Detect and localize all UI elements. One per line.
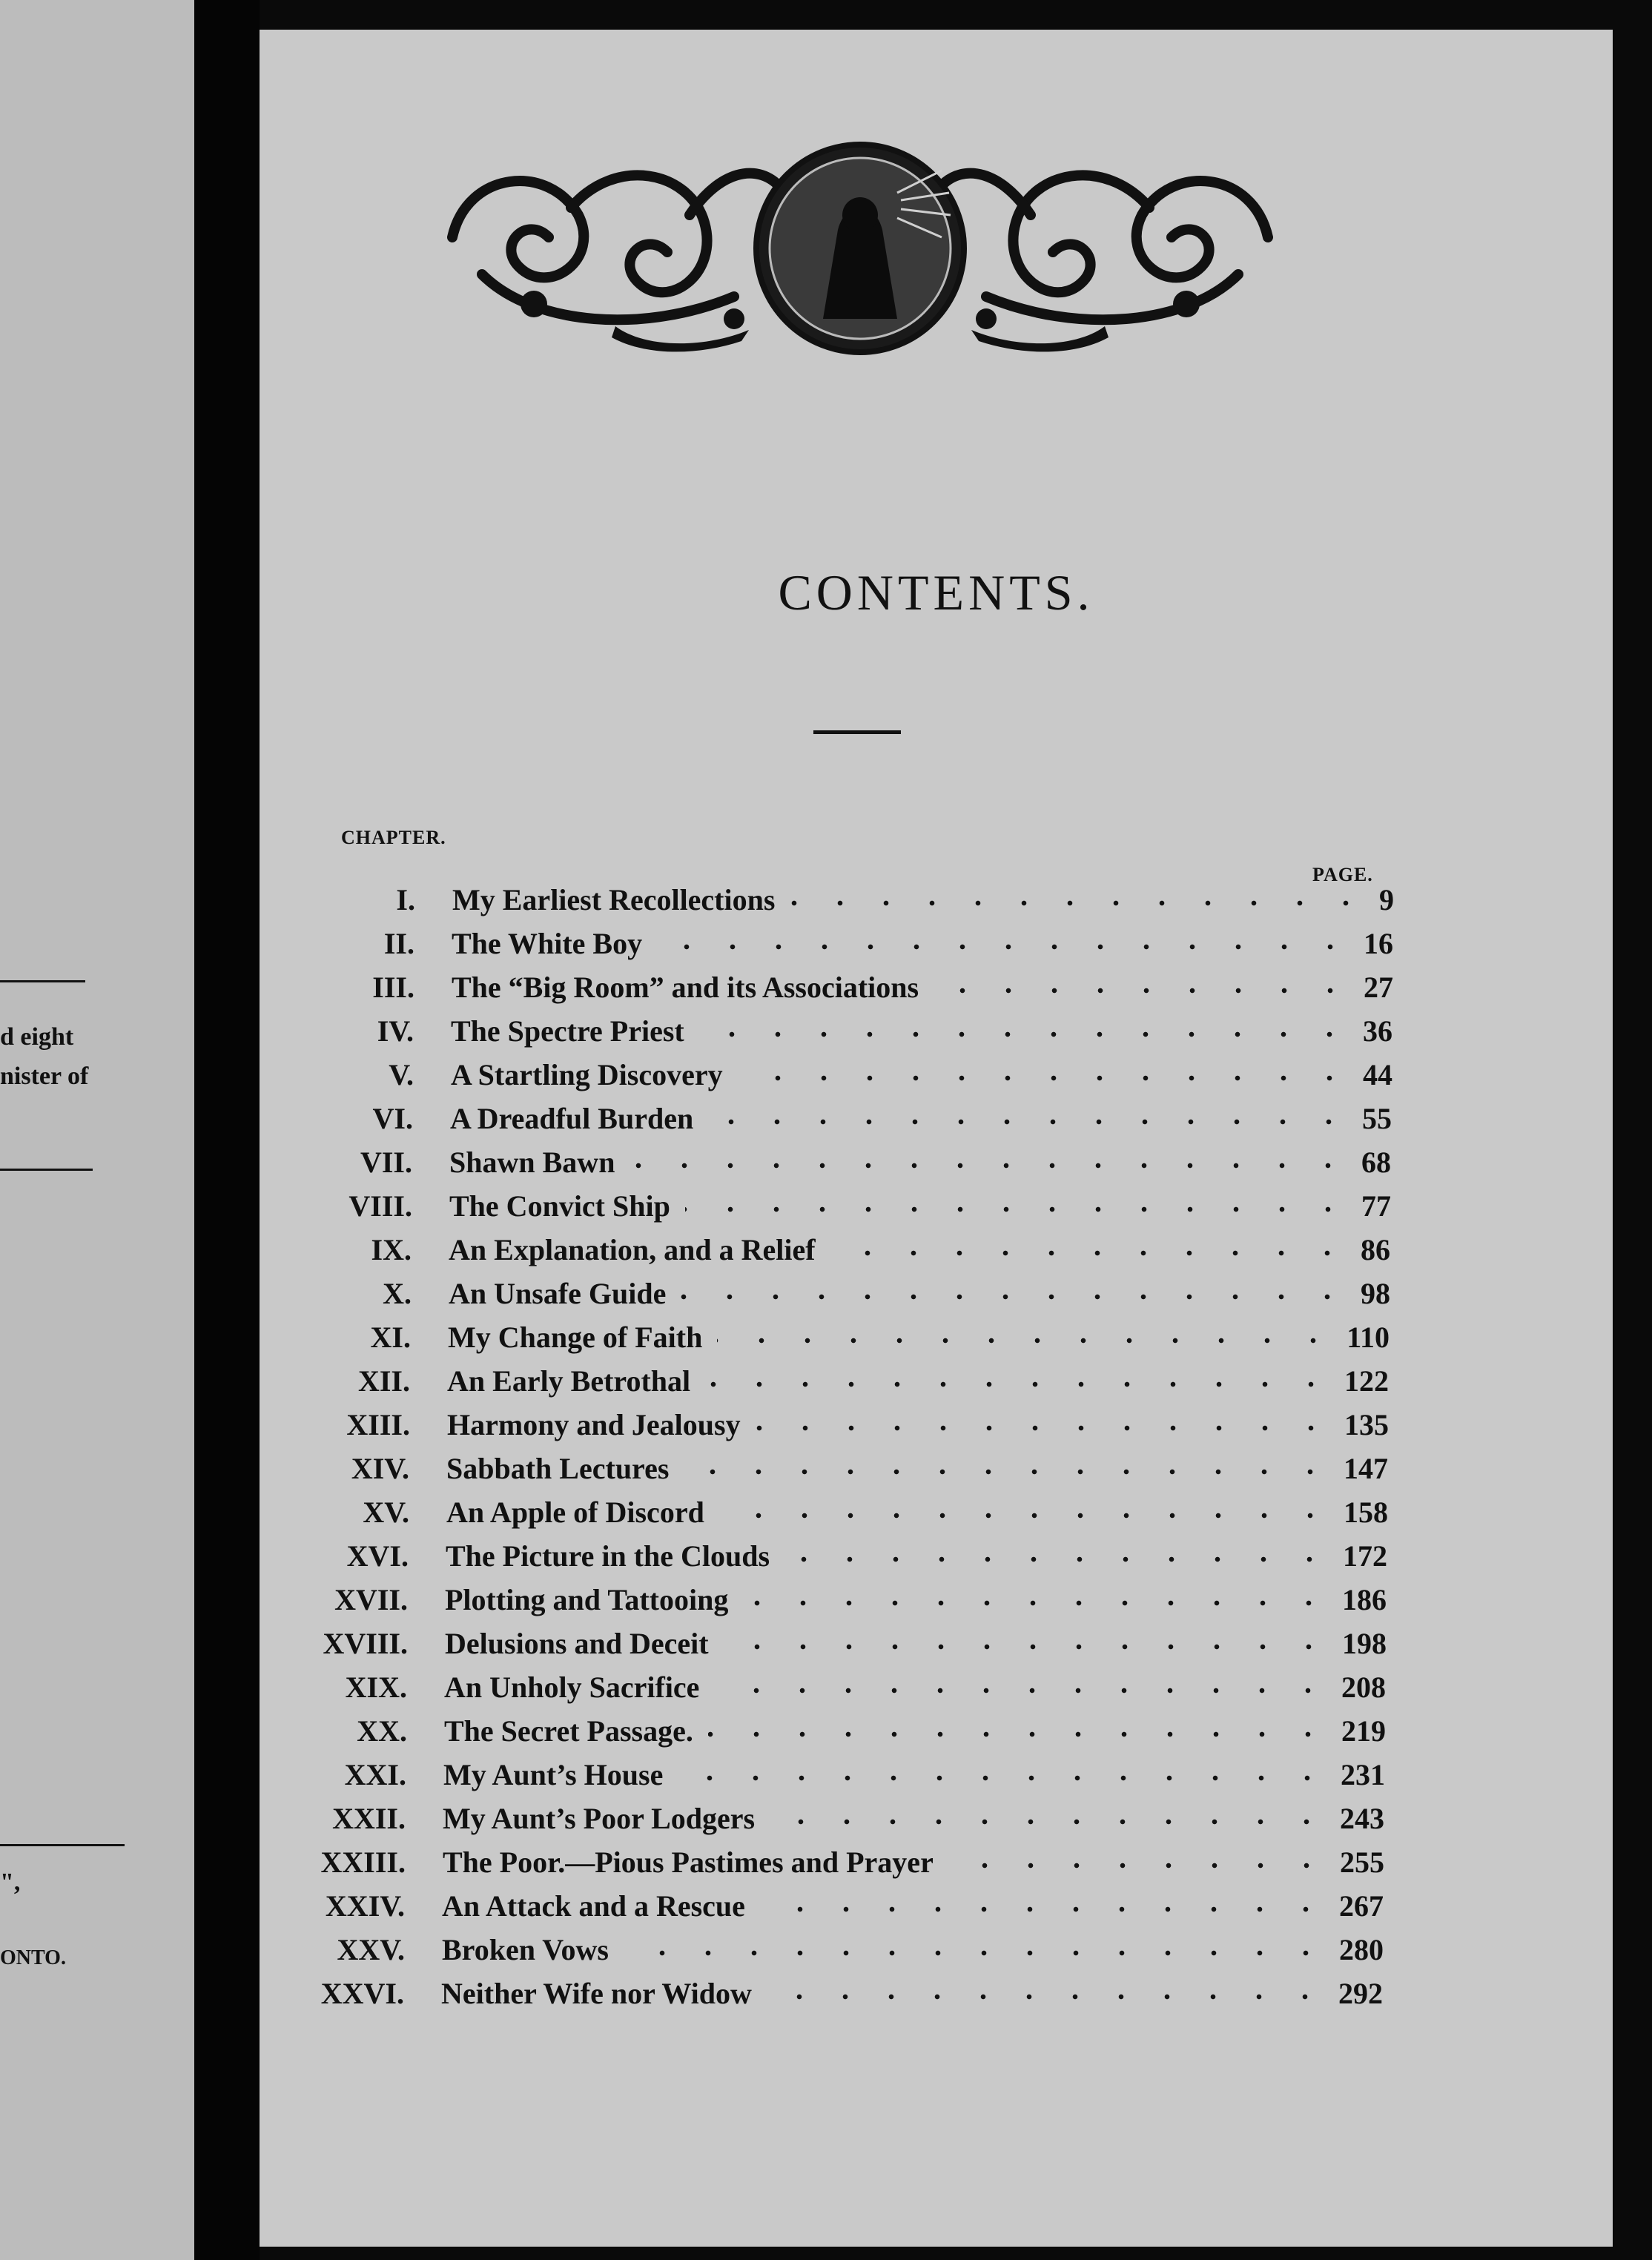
chapter-title: An Attack and a Rescue [442, 1889, 745, 1923]
chapter-number: XXV. [337, 1933, 405, 1966]
chapter-number: IV. [377, 1014, 414, 1048]
leader-dots [714, 1688, 1331, 1694]
page-number: 231 [1341, 1758, 1385, 1791]
leader-dots [708, 1731, 1331, 1737]
left-page-rule [0, 980, 85, 982]
toc-entry [199, 1757, 1385, 1800]
page-number: 292 [1338, 1977, 1383, 2010]
leader-dots [624, 1950, 1329, 1956]
page-number: 158 [1344, 1496, 1388, 1529]
page-number: 55 [1362, 1102, 1392, 1135]
chapter-title: My Aunt’s House [443, 1758, 664, 1791]
contents-page [260, 30, 1613, 2247]
leader-dots [705, 1381, 1334, 1387]
page-number: 16 [1364, 927, 1393, 960]
chapter-title: An Explanation, and a Relief [449, 1233, 816, 1266]
page-number: 110 [1347, 1321, 1390, 1354]
chapter-number: XIV. [351, 1452, 409, 1485]
leader-dots [685, 1206, 1351, 1212]
chapter-title: An Apple of Discord [446, 1496, 704, 1529]
page-column-header: PAGE. [1312, 864, 1373, 885]
left-page-text: d eight [0, 1023, 74, 1051]
toc-entry [205, 1145, 1391, 1188]
leader-dots [681, 1294, 1350, 1300]
leader-dots [756, 1425, 1334, 1431]
page-number: 255 [1340, 1846, 1384, 1879]
toc-entry [200, 1626, 1387, 1669]
toc-entry [205, 1189, 1391, 1232]
page-number: 98 [1361, 1277, 1390, 1310]
leader-dots [948, 1863, 1329, 1869]
page-number: 135 [1344, 1408, 1389, 1441]
toc-entry [202, 1407, 1389, 1450]
page-number: 186 [1342, 1583, 1387, 1616]
chapter-title: Harmony and Jealousy [447, 1408, 741, 1441]
page-number: 122 [1344, 1364, 1389, 1398]
toc-entry [206, 1057, 1392, 1100]
leader-dots [770, 1819, 1329, 1825]
chapter-title: My Change of Faith [448, 1321, 703, 1354]
page-number: 243 [1340, 1802, 1384, 1835]
toc-entry [198, 1801, 1384, 1844]
page-number: 27 [1364, 971, 1393, 1004]
left-page-fragment [0, 0, 194, 2260]
left-page-rule [0, 1844, 125, 1846]
chapter-number: IX. [371, 1233, 412, 1266]
leader-dots [630, 1163, 1351, 1169]
chapter-number: VIII. [348, 1189, 412, 1223]
left-page-text: nister of [0, 1063, 89, 1090]
chapter-number: XVIII. [323, 1627, 408, 1660]
toc-entry [205, 1101, 1392, 1144]
page-number: 267 [1339, 1889, 1384, 1923]
chapter-number: XXII. [332, 1802, 406, 1835]
leader-dots [767, 1994, 1328, 2000]
chapter-title: Sabbath Lectures [446, 1452, 670, 1485]
leader-dots [934, 988, 1353, 994]
chapter-title: An Unsafe Guide [449, 1277, 667, 1310]
chapter-title: The Secret Passage. [444, 1714, 693, 1748]
leader-dots [684, 1469, 1333, 1475]
page-number: 36 [1363, 1014, 1392, 1048]
toc-entry [202, 1495, 1388, 1538]
toc-entry [202, 1364, 1389, 1407]
chapter-title: Broken Vows [442, 1933, 609, 1966]
page-number: 219 [1341, 1714, 1386, 1748]
toc-entry [202, 1451, 1388, 1494]
toc-entry [208, 882, 1394, 925]
chapter-number: XVII. [334, 1583, 408, 1616]
leader-dots [678, 1775, 1330, 1781]
page-number: 280 [1339, 1933, 1384, 1966]
left-page-text: ", [0, 1869, 21, 1896]
chapter-number: X. [383, 1277, 412, 1310]
chapter-number: XXI. [344, 1758, 406, 1791]
page-number: 44 [1363, 1058, 1392, 1091]
page-number: 172 [1343, 1539, 1387, 1573]
leader-dots [743, 1600, 1332, 1606]
toc-entry [197, 1889, 1384, 1932]
toc-entry [199, 1714, 1386, 1757]
page-number: 86 [1361, 1233, 1390, 1266]
chapter-title: The Spectre Priest [451, 1014, 684, 1048]
toc-entry [207, 926, 1393, 969]
chapter-title: An Unholy Sacrifice [444, 1671, 700, 1704]
chapter-title: The “Big Room” and its Associations [452, 971, 919, 1004]
chapter-number: VII. [360, 1146, 412, 1179]
page-number: 9 [1379, 883, 1394, 916]
chapter-number: XI. [370, 1321, 411, 1354]
toc-entry [203, 1320, 1390, 1363]
toc-entry [199, 1670, 1386, 1713]
toc-entry [207, 970, 1393, 1013]
table-of-contents [260, 30, 1613, 2247]
chapter-number: II. [383, 927, 414, 960]
toc-entry [204, 1232, 1390, 1275]
page-number: 68 [1361, 1146, 1391, 1179]
toc-entry [200, 1582, 1387, 1625]
toc-entry [196, 1976, 1383, 2019]
chapter-title: The White Boy [452, 927, 643, 960]
leader-dots [724, 1644, 1332, 1650]
chapter-title: My Aunt’s Poor Lodgers [443, 1802, 756, 1835]
chapter-number: XII. [357, 1364, 410, 1398]
chapter-number: XVI. [346, 1539, 409, 1573]
page-number: 198 [1342, 1627, 1387, 1660]
toc-entry [197, 1932, 1384, 1975]
chapter-title: A Dreadful Burden [450, 1102, 694, 1135]
page-number: 208 [1341, 1671, 1386, 1704]
leader-dots [760, 1906, 1329, 1912]
chapter-number: XXVI. [320, 1977, 404, 2010]
leader-dots [738, 1075, 1352, 1081]
toc-entry [204, 1276, 1390, 1319]
chapter-number: XXIV. [325, 1889, 405, 1923]
left-page-rule [0, 1169, 93, 1171]
leader-dots [717, 1338, 1336, 1344]
chapter-title: Delusions and Deceit [445, 1627, 709, 1660]
chapter-title: Plotting and Tattooing [445, 1583, 729, 1616]
page-number: 147 [1344, 1452, 1388, 1485]
leader-dots [708, 1119, 1352, 1125]
chapter-number: VI. [372, 1102, 413, 1135]
toc-entry [198, 1845, 1384, 1888]
page-number: 77 [1361, 1189, 1391, 1223]
chapter-number: XX. [357, 1714, 407, 1748]
chapter-title: A Startling Discovery [451, 1058, 723, 1091]
chapter-title: An Early Betrothal [447, 1364, 691, 1398]
chapter-title: My Earliest Recollections [452, 883, 776, 916]
page-title: CONTENTS. [778, 564, 1094, 621]
chapter-number: XIX. [345, 1671, 407, 1704]
chapter-number: V. [389, 1058, 414, 1091]
chapter-title: Neither Wife nor Widow [441, 1977, 752, 2010]
chapter-number: III. [372, 971, 414, 1004]
toc-entry [206, 1014, 1392, 1057]
chapter-number: XIII. [346, 1408, 410, 1441]
chapter-title: The Convict Ship [449, 1189, 670, 1223]
chapter-number: I. [396, 883, 415, 916]
chapter-title: The Picture in the Clouds [446, 1539, 770, 1573]
chapter-title: The Poor.—Pious Pastimes and Prayer [443, 1846, 934, 1879]
leader-dots [830, 1250, 1350, 1256]
leader-dots [719, 1513, 1333, 1519]
leader-dots [699, 1031, 1352, 1037]
chapter-title: Shawn Bawn [449, 1146, 615, 1179]
leader-dots [657, 944, 1353, 950]
toc-entry [201, 1539, 1387, 1582]
left-page-text: ONTO. [0, 1946, 66, 1969]
chapter-column-header: CHAPTER. [341, 827, 446, 848]
leader-dots [784, 1556, 1332, 1562]
leader-dots [790, 900, 1369, 906]
chapter-number: XXIII. [320, 1846, 406, 1879]
chapter-number: XV. [363, 1496, 409, 1529]
